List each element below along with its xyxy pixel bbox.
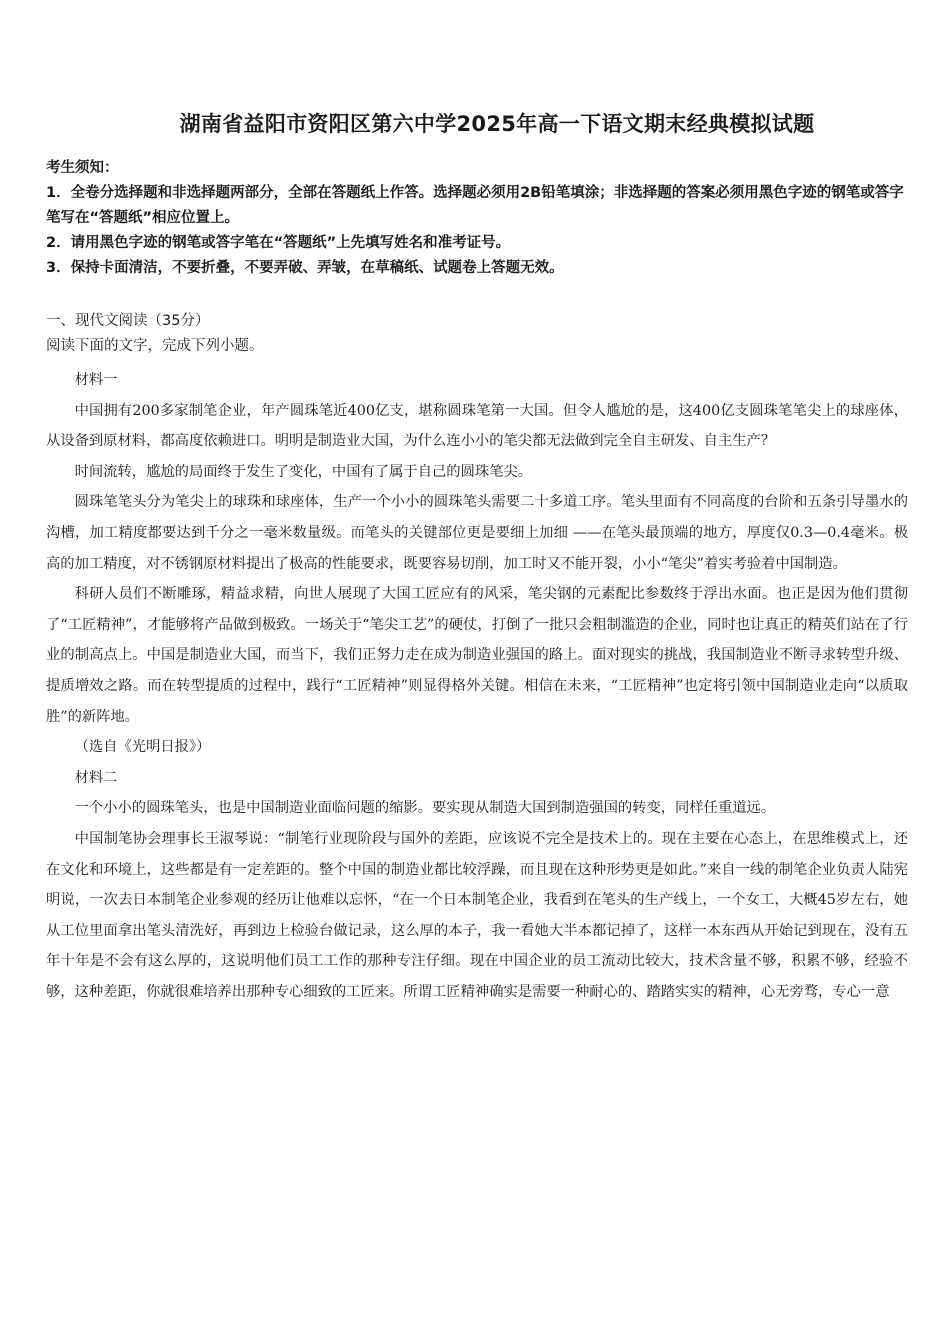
notice-item-1: 1．全卷分选择题和非选择题两部分，全部在答题纸上作答。选择题必须用2B铅笔填涂；非选择题的答案必须用黑色字迹的钢笔或答字笔写在“答题纸”相应位置上。: [46, 185, 904, 226]
passage-paragraph: 一个小小的圆珠笔头，也是中国制造业面临问题的缩影。要实现从制造大国到制造强国的转变，同样任重道远。: [74, 800, 776, 817]
material-2-label: 材料二: [74, 769, 118, 786]
section-instruction: 阅读下面的文字，完成下列小题。: [46, 338, 264, 354]
exam-page: [46, 108, 908, 1007]
candidate-notice: [46, 156, 908, 281]
reading-passage: [46, 365, 908, 1007]
passage-paragraph: 圆珠笔笔头分为笔尖上的球珠和球座体，生产一个小小的圆珠笔头需要二十多道工序。笔头里面有不同高度的台阶和五条引导墨水的沟槽，加工精度都要达到千分之一毫米数量级。而笔头的关键部位更是要细上加细 ——在笔头最顶端的地方，厚度仅0.3—0.4毫米。极高的加工精度，对不锈钢原材料提出了极高的性能要求，既要容易切削，加工时又不能开裂，小小“笔尖”着实考验着中国制造。: [46, 494, 908, 572]
notice-item-2: 2．请用黑色字迹的钢笔或答字笔在“答题纸”上先填写姓名和准考证号。: [46, 235, 511, 251]
passage-paragraph: 科研人员们不断雕琢，精益求精，向世人展现了大国工匠应有的风采，笔尖钢的元素配比参数终于浮出水面。也正是因为他们贯彻了“工匠精神”，才能够将产品做到极致。一场关于“笔尖工艺”的硬仗，打倒了一批只会粗制滥造的企业，同时也让真正的精英们站在了行业的制高点上。中国是制造业大国，而当下，我们正努力走在成为制造业强国的路上。面对现实的挑战，我国制造业不断寻求转型升级、提质增效之路。而在转型提质的过程中，践行“工匠精神”则显得格外关键。相信在未来，“工匠精神”也定将引领中国制造业走向“以质取胜”的新阵地。: [46, 586, 908, 725]
passage-paragraph: 时间流转，尴尬的局面终于发生了变化，中国有了属于自己的圆珠笔尖。: [74, 463, 533, 480]
source-citation: （选自《光明日报》）: [74, 739, 211, 756]
passage-paragraph: 中国拥有200多家制笔企业，年产圆珠笔近400亿支，堪称圆珠笔第一大国。但令人尴尬的是，这400亿支圆珠笔笔尖上的球座体，从设备到原材料，都高度依赖进口。明明是制造业大国，为什么连小小的笔尖都无法做到完全自主研发、自主生产？: [46, 402, 908, 450]
notice-heading: 考生须知：: [46, 160, 119, 176]
passage-paragraph: 中国制笔协会理事长王淑琴说：“制笔行业现阶段与国外的差距，应该说不完全是技术上的。现在主要在心态上，在思维模式上，还在文化和环境上，这些都是有一定差距的。整个中国的制造业都比较浮躁，而且现在这种形势更是如此。”来自一线的制笔企业负责人陆宪明说，一次去日本制笔企业参观的经历让他难以忘怀，“在一个日本制笔企业，我看到在笔头的生产线上，一个女工，大概45岁左右，她从工位里面拿出笔头清洗好，再到边上检验台做记录，这么厚的本子，我一看她大半本都记掉了，这样一本东西从开始记到现在，没有五年十年是不会有这么厚的，这说明他们员工工作的那种专注仔细。现在中国企业的员工流动比较大，技术含量不够，积累不够，经验不够，这种差距，你就很难培养出那种专心细致的工匠来。所谓工匠精神确实是需要一种耐心的、踏踏实实的精神，心无旁骛，专心一意: [46, 830, 908, 1000]
notice-item-3: 3．保持卡面清洁，不要折叠，不要弄破、弄皱，在草稿纸、试题卷上答题无效。: [46, 260, 564, 276]
section-heading: 一、现代文阅读（35分）: [46, 313, 210, 329]
exam-title: 湖南省益阳市资阳区第六中学2025年高一下语文期末经典模拟试题: [179, 112, 815, 136]
material-1-label: 材料一: [74, 372, 118, 388]
